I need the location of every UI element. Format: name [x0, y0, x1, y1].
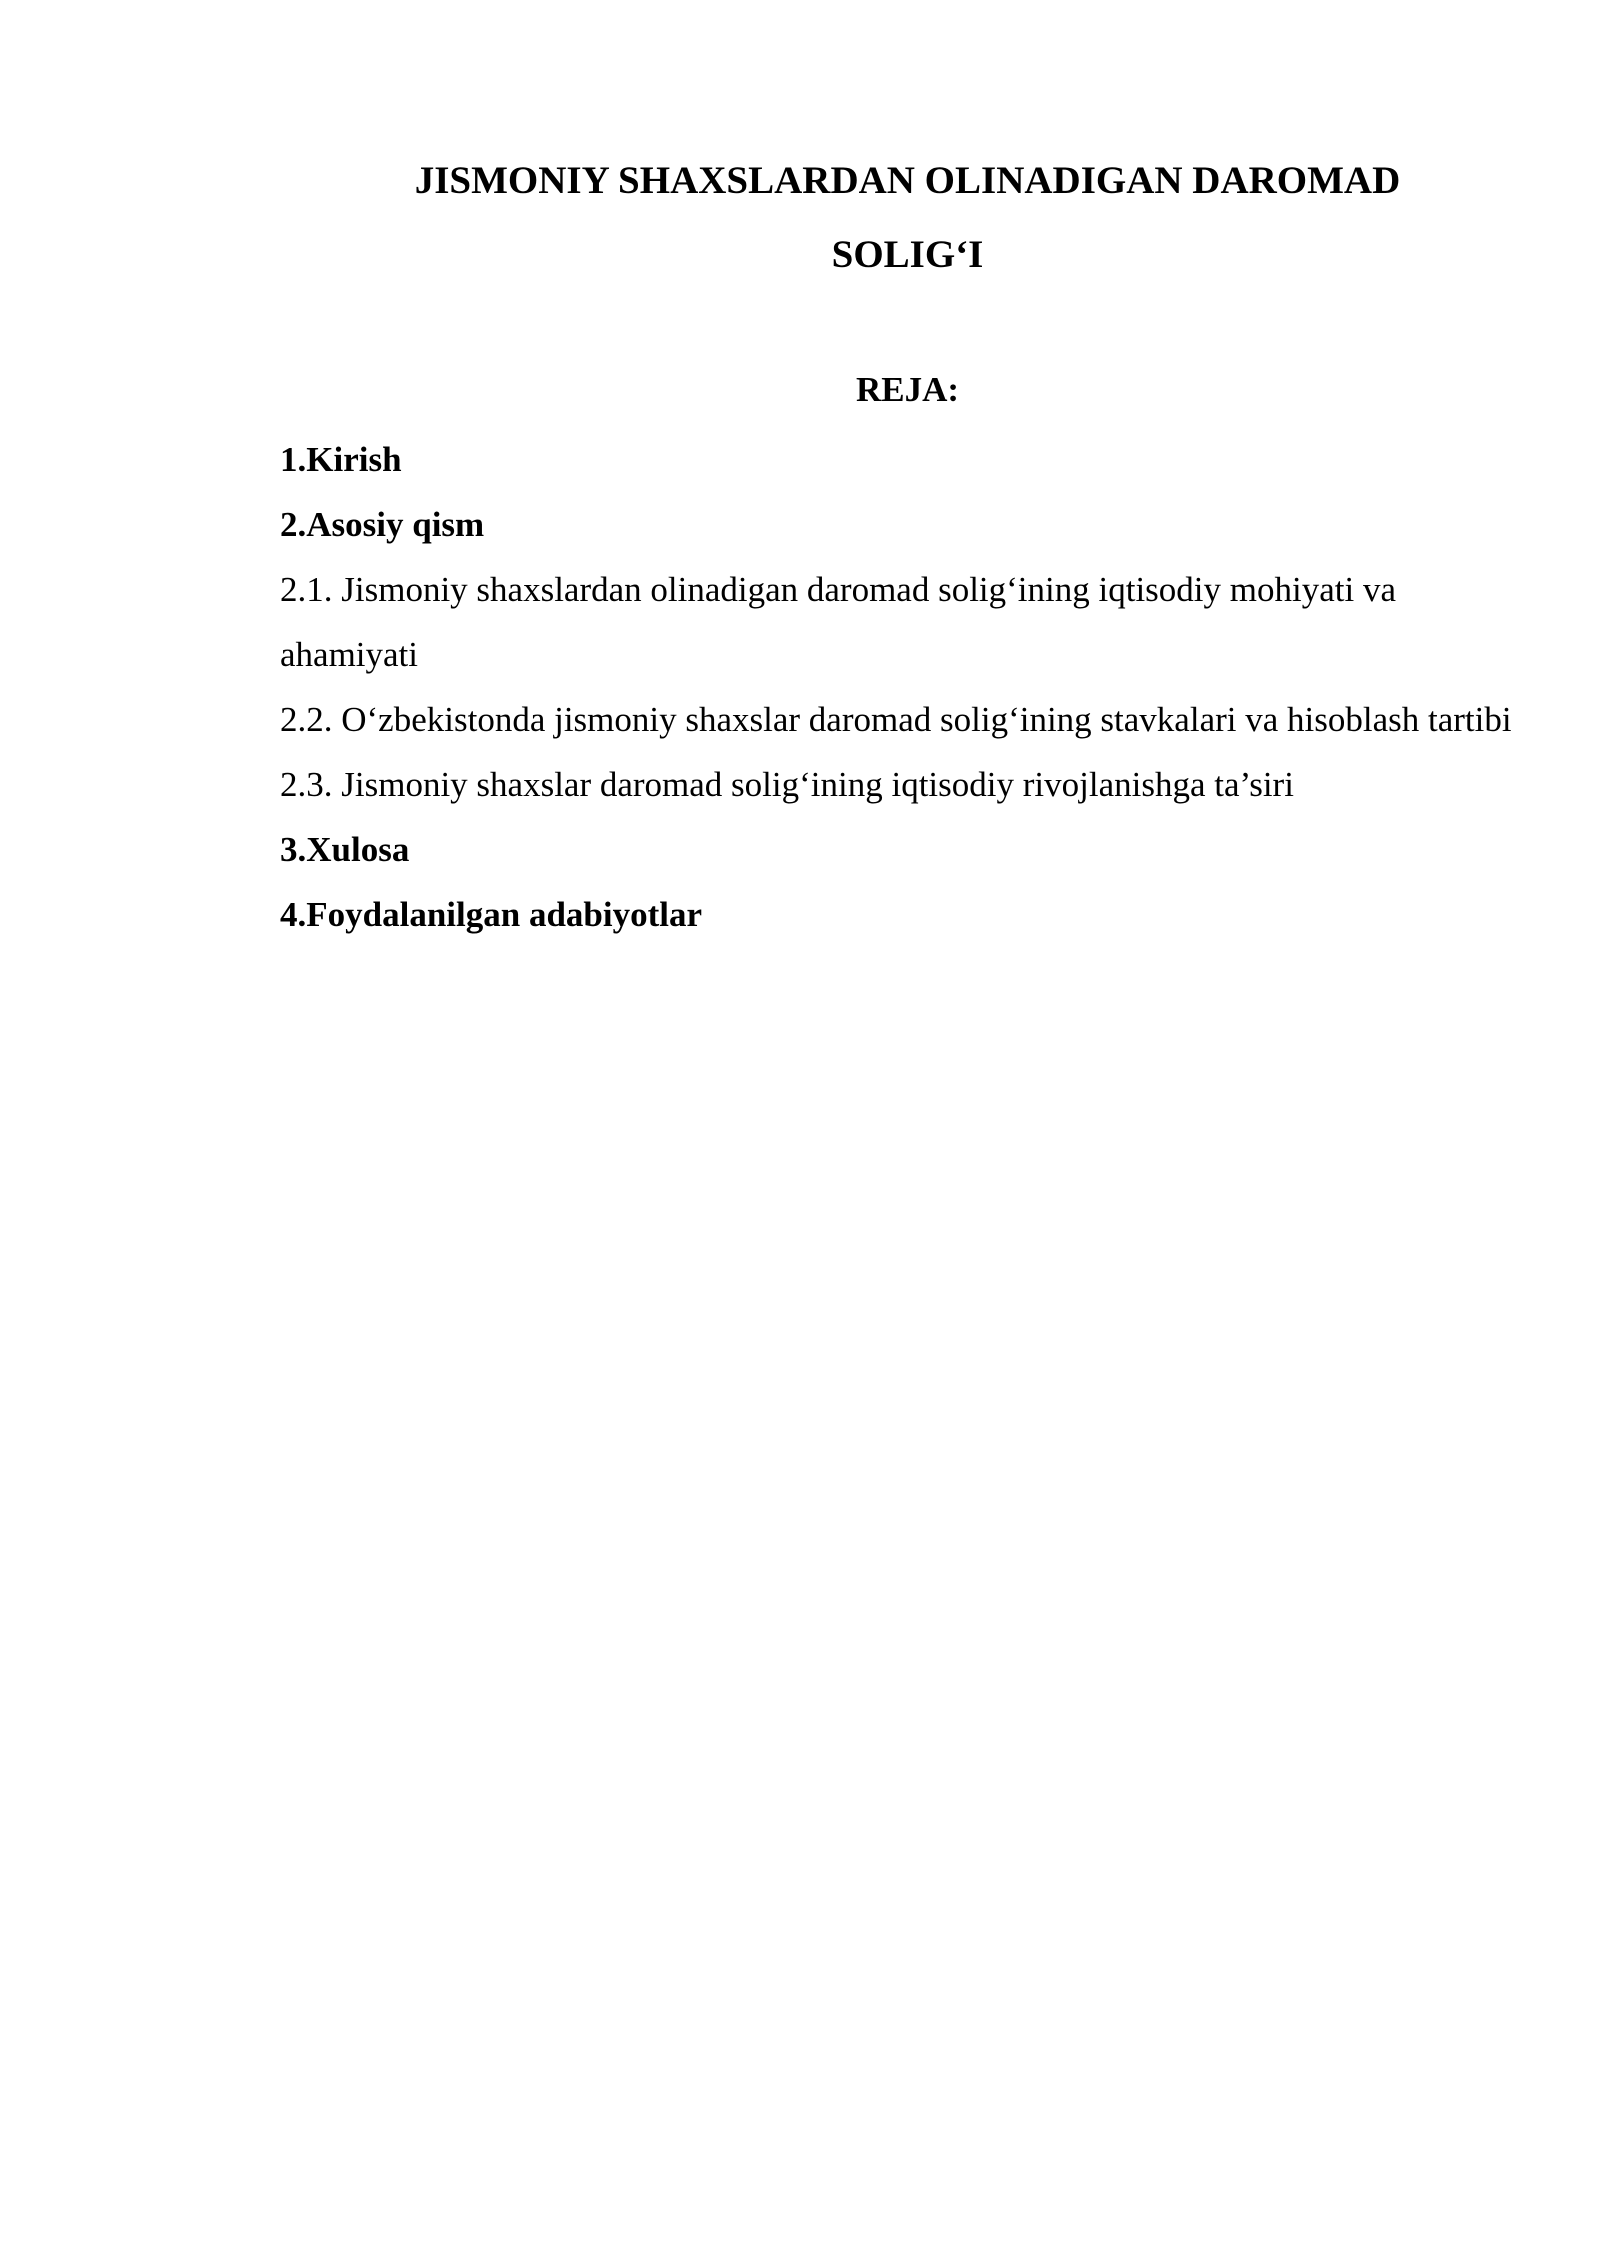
plan-item-2-3: 2.3. Jismoniy shaxslar daromad solig‘ining iqtisodiy rivojlanishga ta’siri — [280, 765, 1294, 804]
plan-item-introduction: 1.Kirish — [280, 440, 402, 479]
plan-heading: REJA: — [855, 370, 960, 409]
plan-item-main-part: 2.Asosiy qism — [280, 505, 485, 544]
plan-item-conclusion: 3.Xulosa — [280, 830, 410, 869]
title-line-2: SOLIG‘I — [831, 233, 984, 276]
plan-item-2-1: 2.1. Jismoniy shaxslardan olinadigan daromad solig‘ining iqtisodiy mohiyati va ahamiyati — [280, 570, 1396, 674]
title-line-1: JISMONIY SHAXSLARDAN OLINADIGAN DAROMAD — [414, 159, 1401, 202]
document-title — [280, 144, 1535, 292]
plan-list — [280, 427, 1520, 947]
plan-item-references: 4.Foydalanilgan adabiyotlar — [280, 895, 703, 934]
plan-item-2-2: 2.2. O‘zbekistonda jismoniy shaxslar daromad solig‘ining stavkalari va hisoblash tartibi — [280, 700, 1512, 739]
